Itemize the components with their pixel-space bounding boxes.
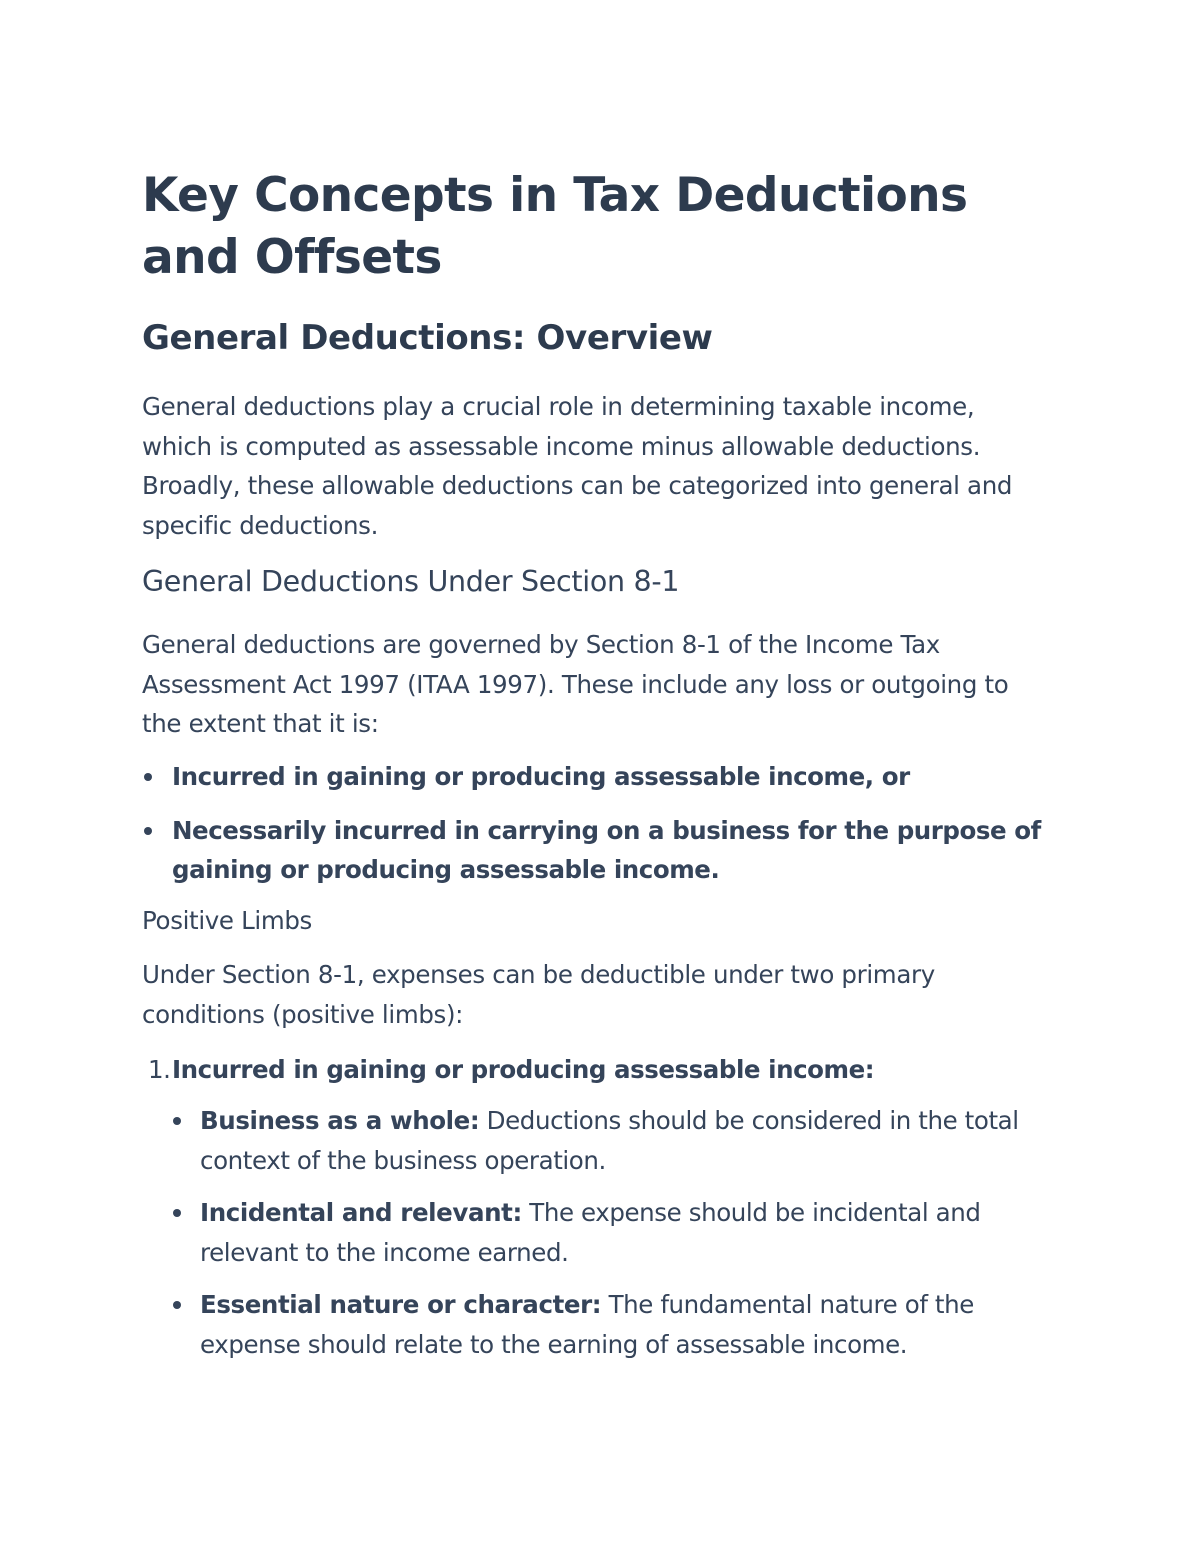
bullet-icon: [173, 1209, 181, 1217]
sub-point-description: Deductions should be considered in the total context of the business operation.: [200, 1106, 1019, 1175]
criteria-text: Incurred in gaining or producing assessable income, or: [172, 762, 910, 791]
list-item: [200, 1101, 1040, 1180]
list-item: [142, 811, 1042, 890]
bullet-icon: [144, 827, 152, 835]
criteria-text: Necessarily incurred in carrying on a business for the purpose of gaining or producing assessable income.: [172, 815, 1041, 884]
numbered-item-text: Incurred in gaining or producing assessable income:: [172, 1055, 875, 1084]
criteria-list: [142, 757, 1042, 890]
sub-point-description: The fundamental nature of the expense should relate to the earning of assessable income.: [200, 1290, 974, 1359]
page-title: Key Concepts in Tax Deductions and Offsets: [142, 168, 968, 285]
list-item: [142, 757, 1042, 797]
positive-limbs-heading: Positive Limbs: [142, 906, 312, 935]
sub-point-term: Essential nature or character:: [200, 1290, 602, 1319]
subsection-heading-section-8-1: General Deductions Under Section 8-1: [142, 565, 680, 598]
section-heading-overview: General Deductions: Overview: [142, 318, 713, 358]
positive-limbs-paragraph: Under Section 8-1, expenses can be deductible under two primary conditions (positive limbs):: [142, 960, 935, 1029]
bullet-icon: [173, 1117, 181, 1125]
sub-point-term: Incidental and relevant:: [200, 1198, 522, 1227]
bullet-icon: [173, 1301, 181, 1309]
list-item: [200, 1193, 1040, 1272]
list-item: [200, 1285, 1040, 1364]
sub-point-term: Business as a whole:: [200, 1106, 480, 1135]
list-number: 1.: [148, 1055, 171, 1084]
sub-points-list: [200, 1101, 1040, 1377]
subsection-paragraph: General deductions are governed by Section 8-1 of the Income Tax Assessment Act 1997 (ITAA 1997). These include any loss or outgoing to the extent that it is:: [142, 630, 1009, 738]
sub-point-description: The expense should be incidental and relevant to the income earned.: [200, 1198, 981, 1267]
bullet-icon: [144, 773, 152, 781]
intro-paragraph: General deductions play a crucial role in determining taxable income, which is computed as assessable income minus allowable deductions. Broadly, these allowable deductions can be categorized into general and specific deductions.: [142, 392, 1013, 540]
numbered-list-item: [148, 1050, 874, 1090]
